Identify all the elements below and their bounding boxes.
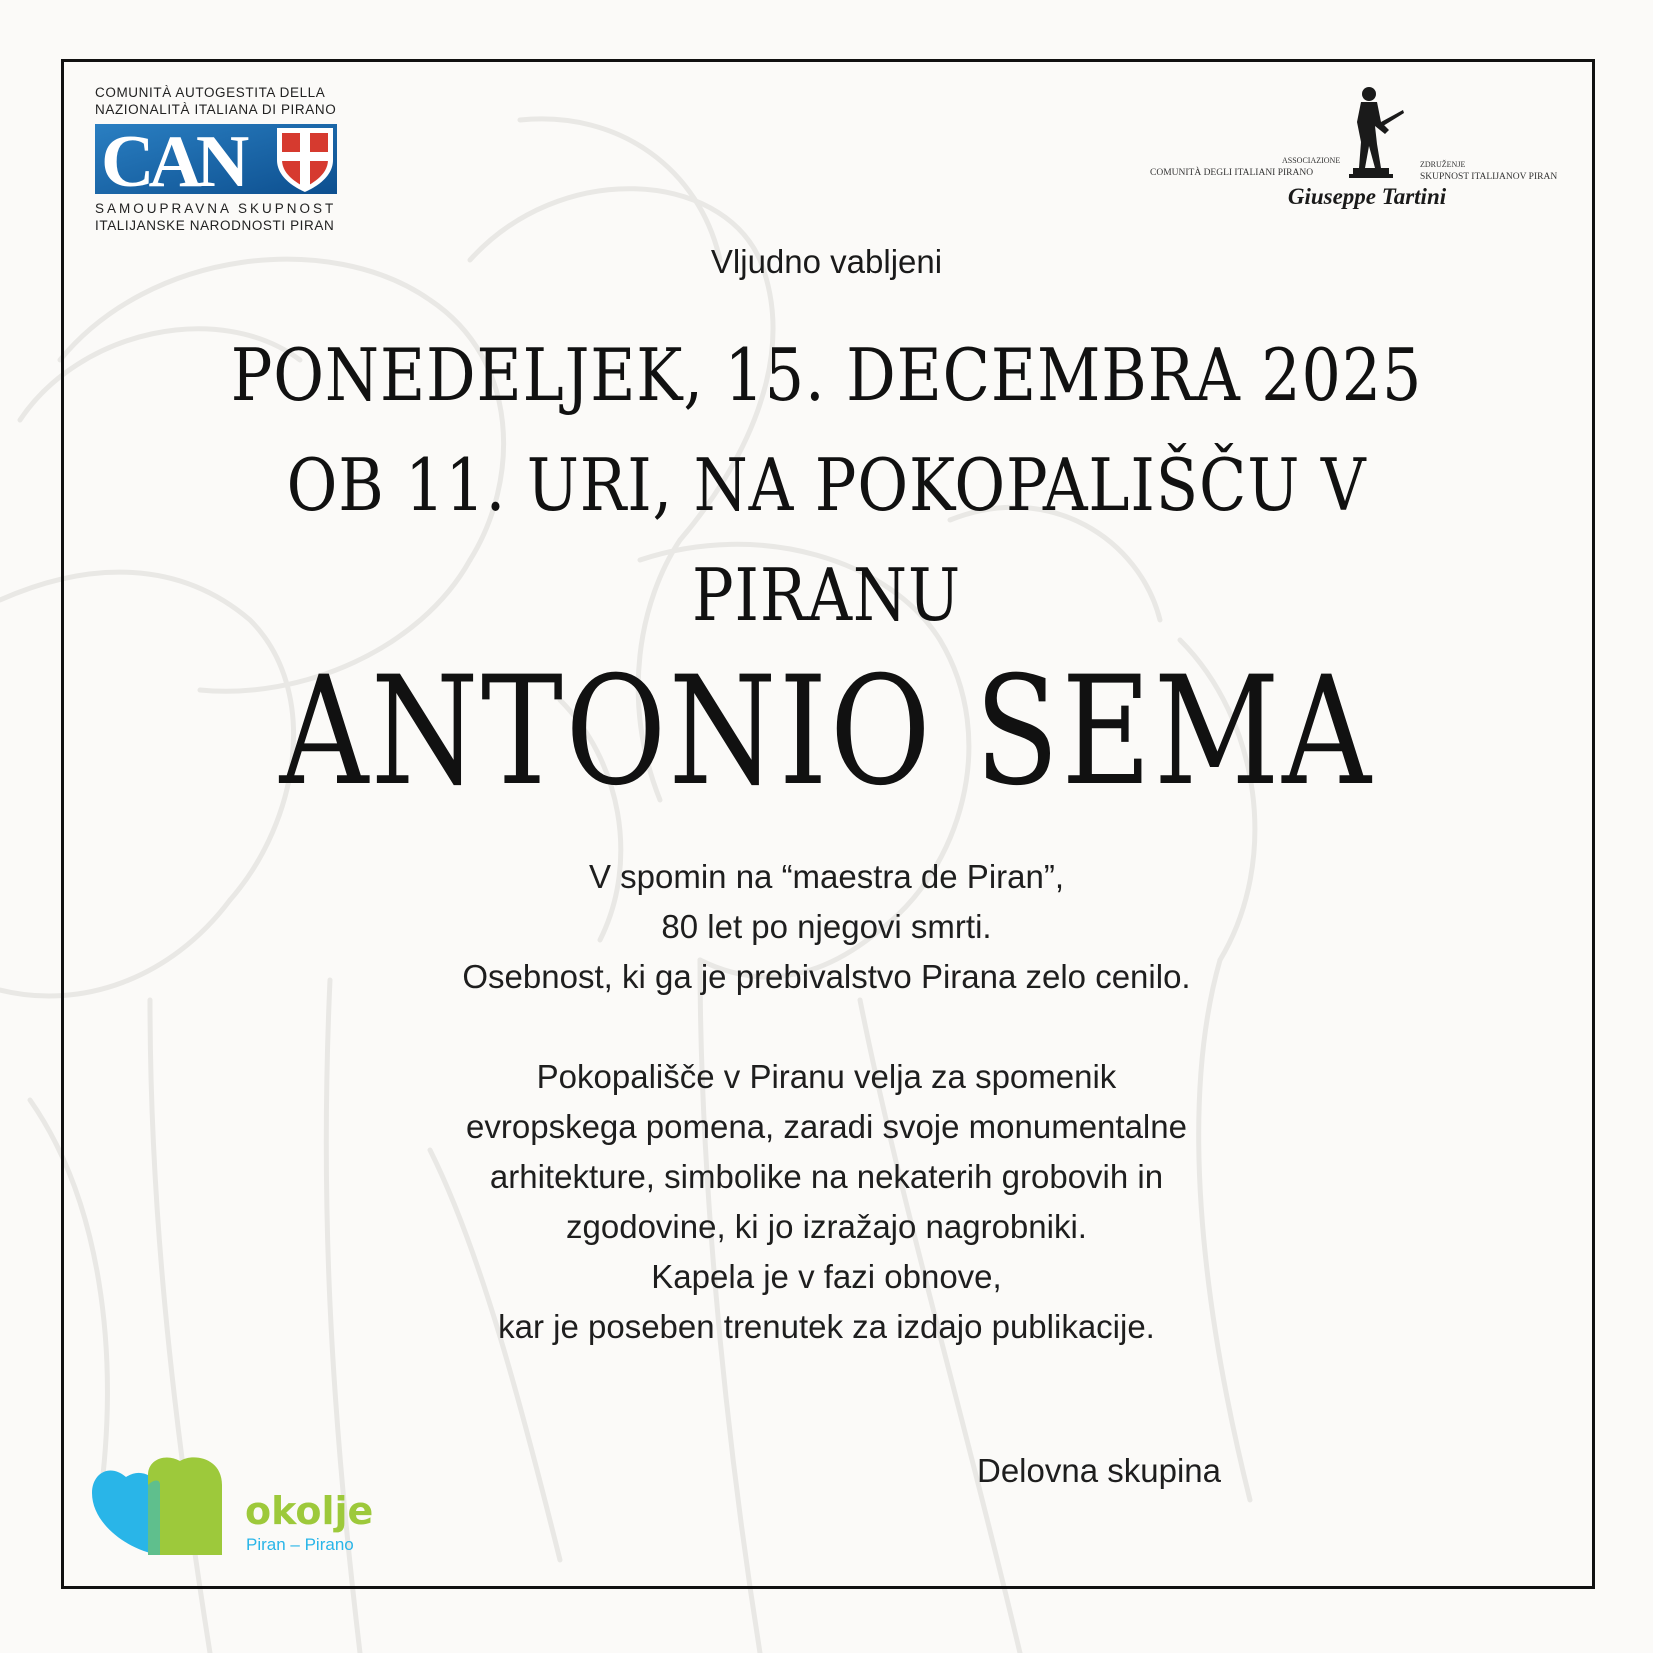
event-place-line: PIRANU — [692, 553, 961, 637]
event-details — [116, 320, 1538, 650]
memory-line: V spomin na “maestra de Piran”, — [588, 858, 1065, 895]
can-piran-logo — [95, 84, 345, 234]
memory-line: Kapela je v fazi obnove, — [651, 1258, 1002, 1295]
tartini-assoc-label: ASSOCIAZIONE — [1282, 156, 1341, 165]
memory-line: 80 let po njegovi smrti. — [661, 908, 992, 945]
signature: Delovna skupina — [977, 1452, 1221, 1489]
tartini-zdr-label: ZDRUŽENJE — [1420, 160, 1466, 169]
memory-line: zgodovine, ki jo izražajo nagrobniki. — [566, 1208, 1087, 1245]
okolje — [90, 1455, 390, 1565]
tartini-assoc-name: COMUNITÀ DEGLI ITALIANI PIRANO — [1150, 168, 1314, 178]
can-logo-bottom-line2: ITALIJANSKE NARODNOSTI PIRAN — [95, 218, 335, 233]
tartini-name: Giuseppe Tartini — [1287, 184, 1447, 209]
can-logo-bottom-line1: SAMOUPRAVNA SKUPNOST — [95, 201, 337, 216]
can-logo-bottom-text — [95, 200, 345, 234]
memory-line: evropskega pomena, zaradi svoje monumentalne — [466, 1108, 1187, 1145]
memory-line: Pokopališče v Piranu velja za spomenik — [536, 1058, 1117, 1095]
can-logo-top-text — [95, 84, 345, 118]
invite-text: Vljudno vabljeni — [710, 243, 943, 280]
tartini-statue-icon — [1345, 82, 1405, 182]
okolje-word: okolje — [245, 1489, 374, 1533]
memory-line: kar je poseben trenutek za izdajo publikacije. — [498, 1308, 1155, 1345]
memory-line: Osebnost, ki ga je prebivalstvo Pirana zelo cenilo. — [462, 958, 1191, 995]
event-date-line: PONEDELJEK, 15. DECEMBRA 2025 — [230, 333, 1423, 417]
memory-line: arhitekture, simbolike na nekaterih grobovih in — [489, 1158, 1164, 1195]
tartini-zdr-name: SKUPNOST ITALIJANOV PIRAN — [1420, 172, 1558, 182]
can-logo-top-line2: NAZIONALITÀ ITALIANA DI PIRANO — [95, 102, 337, 117]
memorial-text — [0, 852, 1653, 1352]
page-border — [61, 59, 1595, 1589]
heart-icon — [90, 1455, 222, 1555]
can-emblem — [95, 124, 337, 194]
event-time-place-line: OB 11. URI, NA POKOPALIŠČU V — [286, 443, 1367, 527]
can-logo-top-line1: COMUNITÀ AUTOGESTITA DELLA — [95, 85, 326, 100]
person-name: ANTONIO SEMA — [279, 645, 1374, 819]
okolje-sub: Piran – Pirano — [246, 1535, 354, 1554]
can-mark-letters: CAN — [101, 124, 244, 194]
tartini-association-logo — [1150, 80, 1590, 220]
